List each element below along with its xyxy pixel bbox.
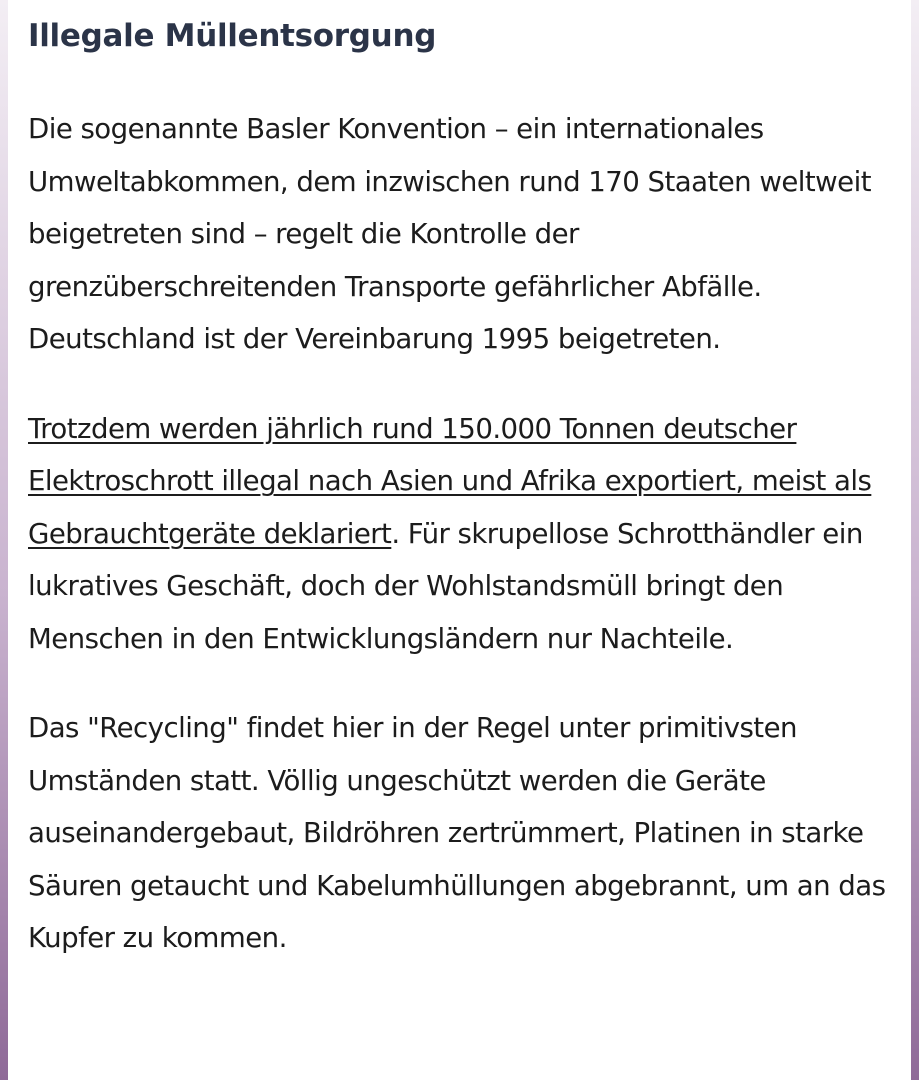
article-heading: Illegale Müllentsorgung bbox=[28, 18, 437, 54]
paragraph-recycling-conditions: Das "Recycling" findet hier in der Regel unter primitivsten Umständen statt. Völlig ungeschützt werden die Geräte auseinandergebaut, Bildröhren zertrümmert, Platinen in starke Säuren getaucht und Kabelumhüllungen abgebrannt, um an das Kupfer zu kommen. bbox=[28, 711, 886, 954]
paragraph-basel-convention: Die sogenannte Basler Konvention – ein internationales Umweltabkommen, dem inzwischen rund 170 Staaten weltweit beigetreten sind – regelt die Kontrolle der grenzüberschreitenden Transporte gefährlicher Abfälle. Deutschland ist der Vereinbarung 1995 beigetreten. bbox=[28, 112, 871, 355]
paragraph-e-waste-export-rest: . Für skrupellose Schrotthändler ein lukratives Geschäft, doch der Wohlstandsmüll bringt den Menschen in den Entwicklungsländern nur Nachteile. bbox=[28, 516, 863, 655]
underlined-highlight: Trotzdem werden jährlich rund 150.000 Tonnen deutscher Elektroschrott illegal nach Asien und Afrika exportiert, meist als Gebrauchtgeräte deklariert bbox=[28, 411, 872, 550]
article-card bbox=[8, 0, 911, 1080]
paragraph-e-waste-export bbox=[28, 403, 891, 666]
